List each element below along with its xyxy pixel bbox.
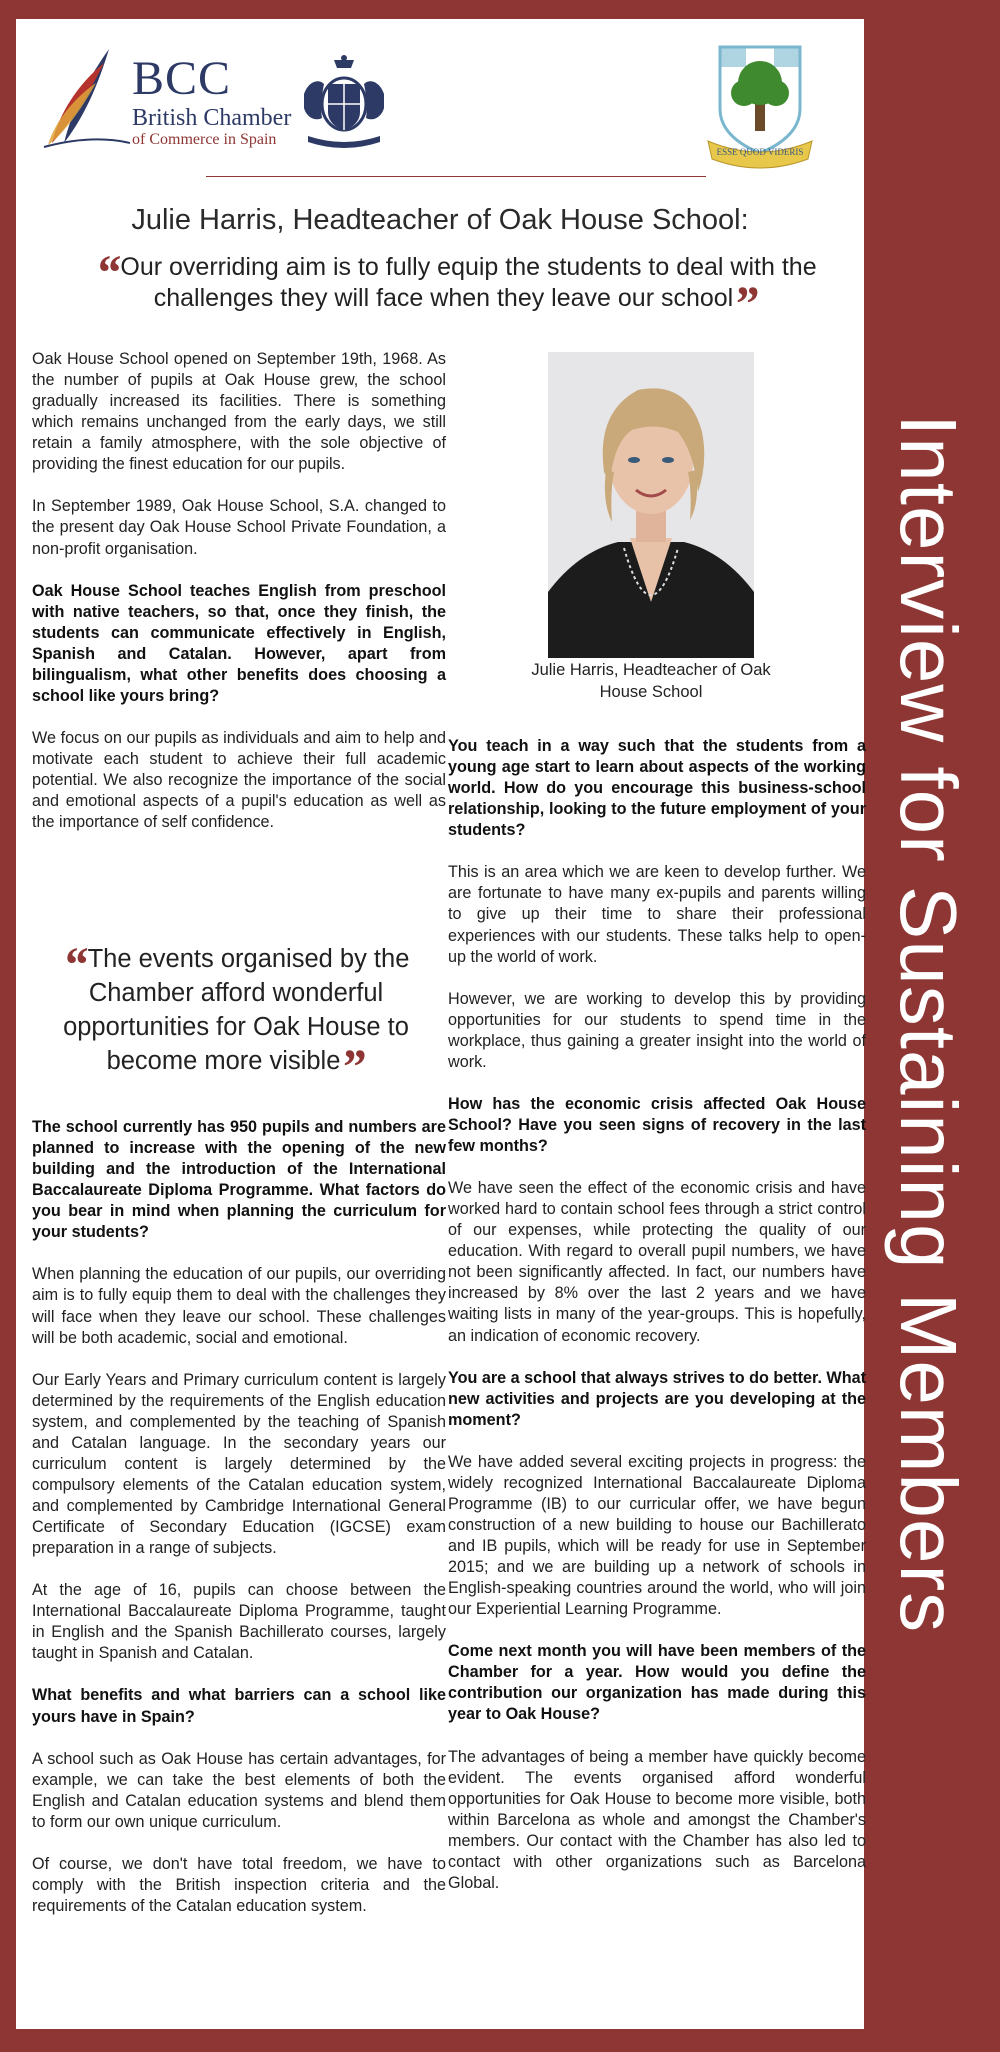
question: You are a school that always strives to do better. What new activities and projects are you developing at the moment?	[448, 1368, 866, 1429]
left-column-lower	[32, 1117, 446, 1938]
pull-quote-top	[76, 244, 836, 332]
side-title-text: Interview for Sustaining Members	[884, 414, 973, 1634]
close-quote-mark: ”	[340, 1037, 366, 1094]
question: Oak House School teaches English from preschool with native teachers, so that, once they finish, the students can communicate effectively in English, Spanish and Catalan. However, apart from bilingualism, what other benefits does choosing a school like yours bring?	[32, 581, 446, 705]
paragraph: The advantages of being a member have quickly become evident. The events organised afford wonderful opportunities for Oak House to become more visible, both within Barcelona as whole and amongst the Chamber's members. Our contact with the Chamber has also led to contact with other organizations such as Barcelona Global.	[448, 1747, 866, 1892]
bcc-subtitle: of Commerce in Spain	[132, 131, 277, 149]
portrait-image	[548, 352, 754, 658]
question: How has the economic crisis affected Oak House School? Have you seen signs of recovery in the last few months?	[448, 1094, 866, 1155]
paragraph: Of course, we don't have total freedom, we have to comply with the British inspection criteria and the requirements of the Catalan education system.	[32, 1854, 446, 1915]
question: You teach in a way such that the students from a young age start to learn about aspects of the working world. How do you encourage this business-school relationship, looking to the future employment of your students?	[448, 737, 866, 840]
open-quote-mark: “	[62, 936, 88, 992]
paragraph: Our Early Years and Primary curriculum content is largely determined by the requirements of the English education system, and complemented by the teaching of Spanish and Catalan language. In the secondary years our curriculum content is largely determined by the compulsory elements of the Catalan education system, and complemented by Cambridge International General Certificate of Secondary Education (IGCSE) exam preparation in a range of subjects.	[32, 1370, 446, 1558]
pull-quote-mid-text: The events organised by the Chamber afford wonderful opportunities for Oak House to become more visible	[63, 945, 410, 1075]
paragraph: Oak House School opened on September 19th, 1968. As the number of pupils at Oak House grew, the school gradually increased its facilities. There is something which remains unchanged from the early days, we still retain a family atmosphere, with the sole objective of providing the finest education for our pupils.	[32, 350, 446, 474]
article-page	[16, 19, 864, 2029]
paragraph: However, we are working to develop this by providing opportunities for our students to spend time in the workplace, thus gaining a greater insight into the world of work.	[448, 989, 866, 1071]
headteacher-photo	[548, 352, 754, 658]
pull-quote-top-text: Our overriding aim is to fully equip the students to deal with the challenges they will face when they leave our school	[120, 253, 817, 313]
left-column-upper	[32, 349, 446, 854]
paragraph: We have added several exciting projects in progress: the widely recognized International Baccalaureate Diploma Programme (IB) to our curricular offer, we have begun construction of a new building to house our Bachillerato and IB pupils, which will be ready for use in September 2015; and we are building up a network of schools in English-speaking countries around the world, who will join our Experiential Learning Programme.	[448, 1452, 866, 1619]
paragraph: We focus on our pupils as individuals and aim to help and motivate each student to achieve their full academic potential. We also recognize the importance of the social and emotional aspects of a pupil's education as well as the importance of self confidence.	[32, 728, 446, 832]
bcc-wordmark	[132, 52, 292, 149]
bcc-abbr: BCC	[132, 52, 232, 105]
royal-crest-icon	[298, 54, 390, 149]
bcc-sail-logo	[34, 43, 134, 153]
paragraph: At the age of 16, pupils can choose between the International Baccalaureate Diploma Programme, taught in English and the Spanish Bachillerato courses, largely taught in Spanish and Catalan.	[32, 1581, 446, 1663]
paragraph: A school such as Oak House has certain advantages, for example, we can take the best elements of both the English and Catalan education systems and blend them to form our own unique curriculum.	[32, 1749, 446, 1831]
photo-caption: Julie Harris, Headteacher of Oak House School	[531, 661, 771, 702]
oak-house-crest-icon	[706, 41, 814, 173]
question: The school currently has 950 pupils and numbers are planned to increase with the opening of the new building and the introduction of the International Baccalaureate Diploma Programme. What factors do you bear in mind when planning the curriculum for your students?	[32, 1118, 446, 1242]
school-motto: ESSE QUOD VIDERIS	[716, 147, 804, 157]
bcc-name: British Chamber	[132, 105, 292, 131]
paragraph: When planning the education of our pupils, our overriding aim is to fully equip them to deal with the challenges they will face when they leave our school. These challenges will be both academic, social and emotional.	[32, 1265, 446, 1347]
right-column	[448, 736, 866, 1915]
paragraph: In September 1989, Oak House School, S.A. changed to the present day Oak House School Private Foundation, a non-profit organisation.	[32, 497, 446, 558]
question: Come next month you will have been members of the Chamber for a year. How would you define the contribution our organization has made during this year to Oak House?	[448, 1642, 866, 1724]
pull-quote-mid	[36, 936, 436, 1094]
header-divider	[206, 176, 706, 177]
open-quote-mark: “	[95, 244, 121, 300]
question: What benefits and what barriers can a school like yours have in Spain?	[32, 1686, 446, 1726]
paragraph: This is an area which we are keen to develop further. We are fortunate to have many ex-pupils and parents willing to give up their time to share their professional experiences with our students. These talks help to open-up the world of work.	[448, 863, 866, 966]
paragraph: We have seen the effect of the economic crisis and have worked hard to contain school fees through a strict control of our expenses, while protecting the quality of our education. With regard to overall pupil numbers, we have not been significantly affected. In fact, our numbers have increased by 8% over the last 2 years and we have waiting lists in many of the year-groups. This is hopefully, an indication of economic recovery.	[448, 1179, 866, 1345]
close-quote-mark: ”	[733, 275, 759, 332]
side-title-banner	[872, 14, 984, 2034]
headline: Julie Harris, Headteacher of Oak House School:	[131, 204, 749, 236]
